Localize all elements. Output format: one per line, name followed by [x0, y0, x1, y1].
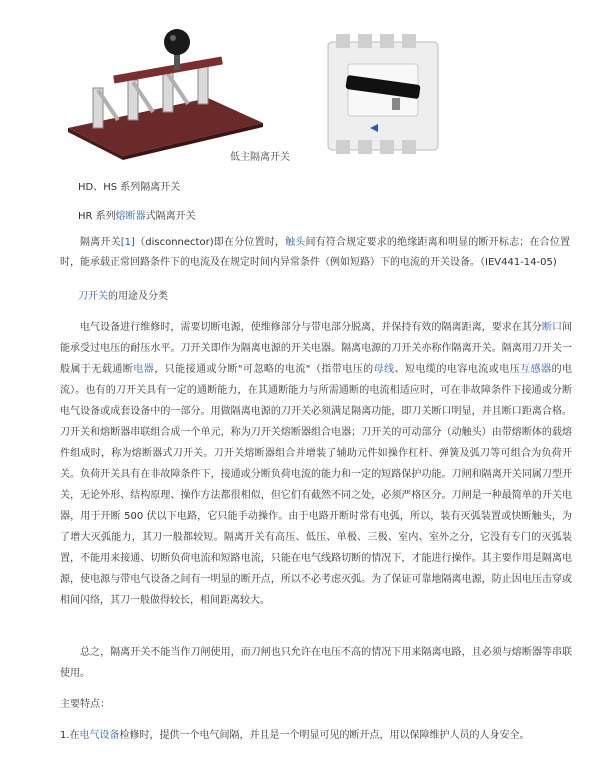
intro-text-1: 隔离开关 — [80, 237, 121, 248]
knife-switch-link[interactable]: 刀开关 — [78, 291, 108, 302]
disconnector-photo — [318, 28, 448, 160]
feature-text-rest: 检修时，提供一个电气间隔，并且是一个明显可见的断开点，用以保障维护人员的人身安全。 — [119, 730, 530, 741]
modular-disconnector-switch-icon — [318, 28, 448, 160]
closing-paragraph: 总之，隔离开关不能当作刀闸使用，而刀闸也只允许在电压不高的情况下用来隔离电路，且必须与熔断器等串联使用。 — [60, 647, 572, 679]
break-link[interactable]: 断口 — [541, 322, 563, 333]
feature-number: 1. — [60, 730, 70, 741]
device-link[interactable]: 电器 — [133, 364, 155, 375]
isolation-switch-photo — [58, 28, 298, 160]
body-paragraph — [60, 317, 572, 611]
transformer-link[interactable]: 互感器 — [520, 364, 552, 375]
hr-suffix: 式隔离开关 — [145, 211, 196, 222]
hd-hs-heading: HD、HS 系列隔离开关 — [78, 182, 181, 193]
intro-text-2: （disconnector)即在分位置时， — [134, 237, 286, 248]
electrical-equipment-link[interactable]: 电气设备 — [79, 730, 120, 741]
fuse-link[interactable]: 熔断器 — [115, 211, 146, 222]
intro-text-3: 间有符合规定要求的绝缘距离和明显的断开标志；在合位置时，能承载正常回路条件下的电流及在规定时间内异常条件（例如短路）下的电流的开关设备。（IEV441-14-05) — [60, 237, 571, 268]
body-text-3: ，只能接通或分断"可忽略的电流"（指带电压的 — [154, 364, 374, 375]
usage-subheading-text: 的用途及分类 — [108, 291, 168, 302]
intro-paragraph — [60, 233, 570, 273]
body-text-2: 间能承受过电压的耐压水平。刀开关即作为隔离电源的开关电器。隔离电源的刀开关亦称作隔离开关。隔离用刀开关一般属于无载通断 — [60, 322, 573, 375]
body-text-4: 、短电缆的电容电流或电压 — [394, 364, 521, 375]
usage-subheading — [78, 287, 168, 302]
reference-link[interactable]: [1] — [120, 237, 135, 248]
feature-item-1 — [60, 726, 530, 741]
photo-caption: 低主隔离开关 — [228, 148, 292, 163]
body-text-5: 的电流）。也有的刀开关具有一定的通断能力，在其通断能力与所需通断的电流相适应时，可在非故障条件下接通或分断电气设备或成套设备中的一部分。用做隔离电源的刀开关必须满足隔离功能，即刀关断口明显，并且断口距离合格。刀开关和熔断器串联组合成一个单元，称为刀开关熔断器组合电器；刀开关的可动部分（动触头）由带熔断体的载熔件组成时，称为熔断器式刀开关。刀开关熔断器组合并增装了辅助元件如操作杠杆、弹簧及弧刀等可组合为负荷开关。负荷开关具有在非故障条件下，接通或分断负荷电流的能力和一定的短路保护功能。刀闸和隔离开关同属刀型开关，无论外形、结构原理、操作方法都很相似，但它们有截然不同之处，必须严格区分。刀闸是一种最简单的开关电器，用于开断 500 伏以下电路，它只能手动操作。由于电路开断时常有电弧，所以，装有灭弧装置或快断触头，为了增大灭弧能力，其刀一般都较短。隔离开关有高压、低压、单极、三极、室内、室外之分，它没有专门的灭弧装置，不能用来接通、切断负荷电流和短路电流，只能在电气线路切断的情况下，才能进行操作。其主要作用是隔离电源，使电源与带电气设备之间有一明显的断开点，所以不必考虑灭弧。为了保证可靠地隔离电源，防止因电压击穿或相间闪络，其刀一般做得较长，相间距离较大。 — [60, 364, 573, 606]
features-title: 主要特点： — [60, 699, 110, 710]
feature-text-pre: 在 — [69, 730, 80, 741]
busbar-link[interactable]: 母线 — [373, 364, 395, 375]
body-text-1: 电气设备进行维修时，需要切断电源，使维修部分与带电部分脱离，并保持有效的隔离距离，要求在其分 — [80, 322, 542, 333]
hr-heading — [78, 207, 196, 222]
hr-prefix: HR 系列 — [78, 211, 116, 222]
high-voltage-isolation-switch-icon — [58, 28, 298, 160]
contact-link[interactable]: 触头 — [285, 237, 306, 248]
